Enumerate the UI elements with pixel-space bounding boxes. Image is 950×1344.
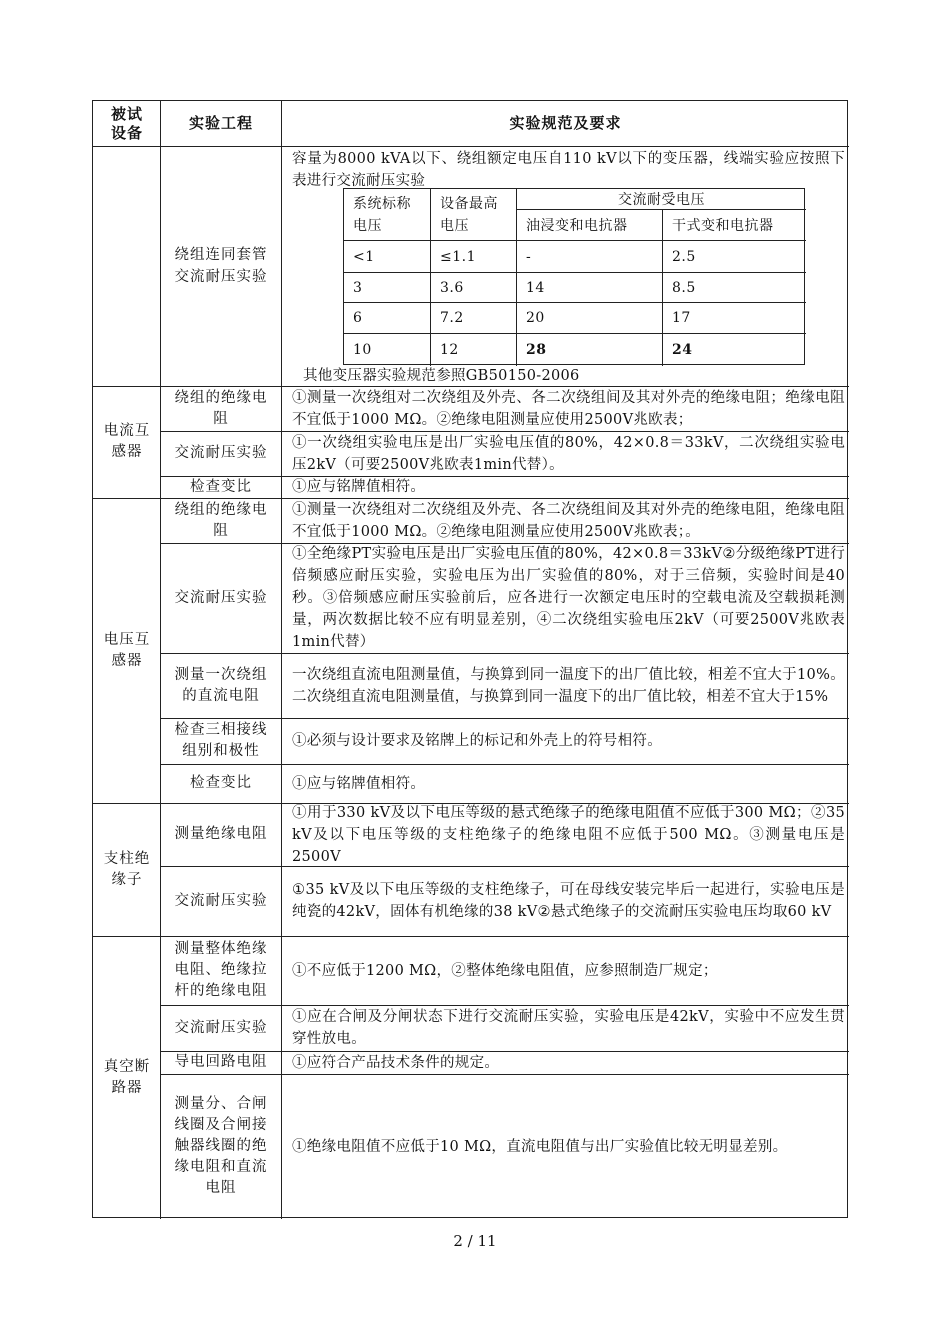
header-device: 被试 设备 <box>110 104 143 142</box>
insulator-item: 交流耐压实验 <box>174 892 268 909</box>
col-nominal-voltage: 系统标称 电压 <box>353 195 411 234</box>
col-max-voltage: 设备最高 电压 <box>440 195 498 234</box>
breaker-item: 交流耐压实验 <box>174 1019 268 1036</box>
table-cell: <1 <box>353 248 375 265</box>
table-cell: 20 <box>526 310 545 326</box>
transformer-intro: 容量为8000 kVA以下、绕组额定电压自110 kV以下的变压器，线端实验应按照下表进行交流耐压实验 <box>292 151 845 189</box>
insulator-req: ①用于330 kV及以下电压等级的悬式绝缘子的绝缘电阻值不应低于300 MΩ；②35 kV及以下电压等级的支柱绝缘子的绝缘电阻不应低于500 MΩ。③测量电压是2500V <box>292 804 845 865</box>
withstand-voltage-table <box>343 188 805 365</box>
insulator-device: 支柱绝 缘子 <box>103 850 151 888</box>
table-cell: 2.5 <box>672 248 696 265</box>
table-cell: 8.5 <box>672 279 696 296</box>
pt-item: 检查三相接线 组别和极性 <box>174 722 268 759</box>
breaker-item: 测量分、合闸 线圈及合闸接 触器线圈的绝 缘电阻和直流 电阻 <box>174 1096 268 1196</box>
breaker-device: 真空断 路器 <box>103 1058 151 1096</box>
col-dry: 干式变和电抗器 <box>672 218 774 234</box>
pt-req: ①测量一次绕组对二次绕组及外壳、各二次绕组间及其对外壳的绝缘电阻，绝缘电阻不宜低于1000 MΩ。②绝缘电阻测量应使用2500V兆欧表；。 <box>292 501 845 540</box>
pt-req: ①必须与设计要求及铭牌上的标记和外壳上的符号相符。 <box>292 733 662 749</box>
table-cell: 7.2 <box>440 310 464 326</box>
pt-req: ①应与铭牌值相符。 <box>292 775 426 792</box>
table-cell: - <box>526 248 532 265</box>
pt-item: 绕组的绝缘电 阻 <box>174 501 268 539</box>
pt-item: 检查变比 <box>190 775 252 791</box>
breaker-req: ①不应低于1200 MΩ，②整体绝缘电阻值，应参照制造厂规定； <box>292 962 718 979</box>
ct-item: 交流耐压实验 <box>174 445 268 461</box>
pt-device: 电压互 感器 <box>103 631 151 669</box>
ct-item: 绕组的绝缘电 阻 <box>174 389 268 427</box>
ct-req: ①应与铭牌值相符。 <box>292 479 426 495</box>
table-cell: 12 <box>440 342 459 358</box>
table-cell: 10 <box>353 342 372 358</box>
table-cell: 24 <box>672 342 693 358</box>
pt-item: 测量一次绕组 的直流电阻 <box>174 666 268 704</box>
ct-item: 检查变比 <box>190 478 252 495</box>
table-cell: 3 <box>353 279 363 296</box>
insulator-item: 测量绝缘电阻 <box>174 826 268 842</box>
table-cell: 14 <box>526 279 545 296</box>
col-group-withstand: 交流耐受电压 <box>618 192 705 208</box>
breaker-item: 导电回路电阻 <box>174 1054 268 1070</box>
header-requirement: 实验规范及要求 <box>509 114 622 132</box>
table-cell: 3.6 <box>440 279 464 296</box>
pt-req: ①全绝缘PT实验电压是出厂实验电压值的80%，42×0.8＝33kV②分级绝缘PT进行倍频感应耐压实验，实验电压为出厂实验值的80%，对于三倍频，实验时间是40秒。③倍频感应耐压实验前后，应各进行一次额定电压时的空载电流及空载损耗测量，两次数据比较不应有明显差别，④二次绕组实验电压2kV（可要2500V兆欧表1min代替） <box>292 546 845 650</box>
page-number: 2 / 11 <box>453 1232 497 1250</box>
col-oil: 油浸变和电抗器 <box>526 218 628 234</box>
breaker-req: ①绝缘电阻值不应低于10 MΩ，直流电阻值与出厂实验值比较无明显差别。 <box>292 1138 788 1155</box>
table-cell: ≤1.1 <box>440 248 476 265</box>
table-cell: 17 <box>672 310 691 326</box>
breaker-item: 测量整体绝缘 电阻、绝缘拉 杆的绝缘电阻 <box>174 941 268 999</box>
breaker-req: ①应在合闸及分闸状态下进行交流耐压实验，实验电压是42kV，实验中不应发生贯穿性放电。 <box>292 1009 845 1047</box>
breaker-req: ①应符合产品技术条件的规定。 <box>292 1054 500 1071</box>
ct-req: ①测量一次绕组对二次绕组及外壳、各二次绕组间及其对外壳的绝缘电阻；绝缘电阻不宜低于1000 MΩ。②绝缘电阻测量应使用2500V兆欧表； <box>292 389 845 428</box>
header-item: 实验工程 <box>188 114 253 132</box>
pt-item: 交流耐压实验 <box>174 589 268 606</box>
insulator-req: ①35 kV及以下电压等级的支柱绝缘子，可在母线安装完毕后一起进行，实验电压是纯瓷的42kV，固体有机绝缘的38 kV②悬式绝缘子的交流耐压实验电压均取60 kV <box>292 882 845 920</box>
table-cell: 6 <box>353 310 363 326</box>
transformer-item: 绕组连同套管 交流耐压实验 <box>174 247 268 285</box>
transformer-note: 其他变压器实验规范参照GB50150-2006 <box>303 368 580 384</box>
ct-req: ①一次绕组实验电压是出厂实验电压值的80%，42×0.8＝33kV，二次绕组实验电压2kV（可要2500V兆欧表1min代替）。 <box>292 434 845 473</box>
pt-req: 一次绕组直流电阻测量值，与换算到同一温度下的出厂值比较，相差不宜大于10%。二次绕组直流电阻测量值，与换算到同一温度下的出厂值比较，相差不宜大于15% <box>292 666 845 705</box>
ct-device: 电流互 感器 <box>103 423 151 460</box>
table-cell: 28 <box>526 342 547 358</box>
